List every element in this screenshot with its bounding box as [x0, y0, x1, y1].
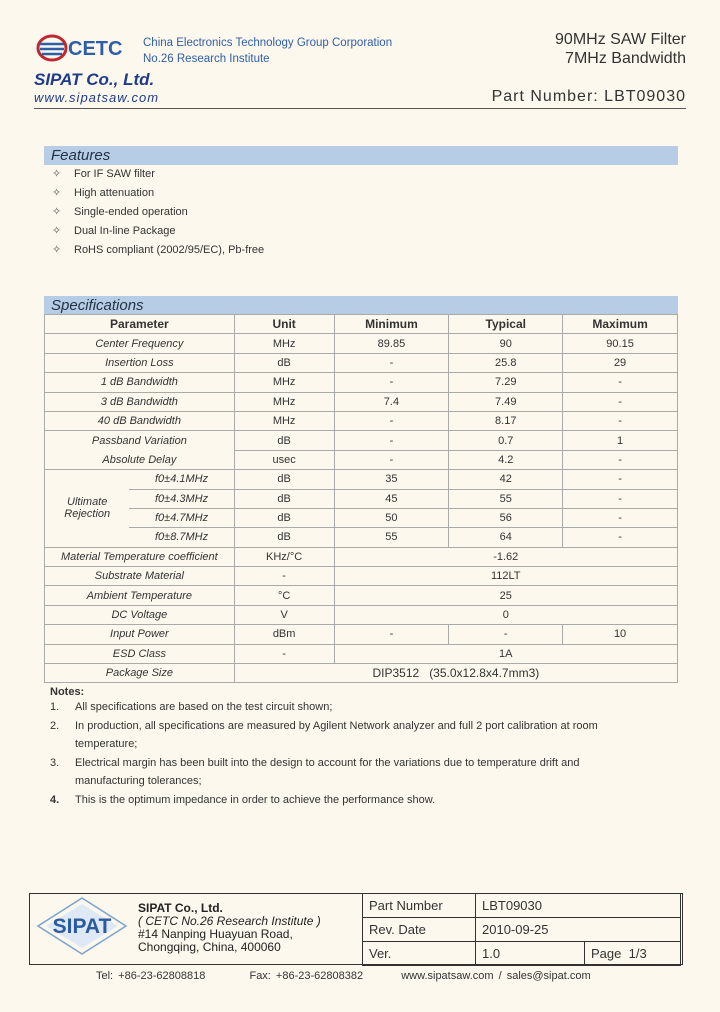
header-divider — [34, 108, 686, 109]
table-row — [45, 392, 678, 411]
page-cell — [585, 942, 681, 966]
param-name: 3 dB Bandwidth — [45, 392, 235, 411]
max-value: - — [563, 470, 678, 489]
table-row — [45, 373, 678, 392]
max-value: 10 — [563, 625, 678, 644]
unit: - — [234, 644, 334, 663]
param-name: 1 dB Bandwidth — [45, 373, 235, 392]
header-maximum: Maximum — [563, 315, 678, 334]
unit: MHz — [234, 373, 334, 392]
unit: MHz — [234, 411, 334, 430]
param-name: Material Temperature coefficient — [45, 547, 235, 566]
page-label: Page — [591, 946, 622, 961]
value: 112LT — [334, 567, 677, 586]
max-value: - — [563, 489, 678, 508]
min-value: - — [334, 625, 449, 644]
value: -1.62 — [334, 547, 677, 566]
value: 25 — [334, 586, 677, 605]
note-item — [50, 754, 650, 791]
package-dimensions: (35.0x12.8x4.7mm3) — [429, 666, 540, 681]
table-row — [45, 411, 678, 430]
unit: dB — [234, 353, 334, 372]
table-row — [45, 450, 678, 469]
typ-value: 42 — [449, 470, 563, 489]
note-item — [50, 791, 650, 810]
cetc-logo-text: CETC — [68, 38, 123, 60]
max-value: - — [563, 528, 678, 547]
table-row — [45, 431, 678, 450]
unit: MHz — [234, 392, 334, 411]
min-value: 7.4 — [334, 392, 449, 411]
typ-value: 7.29 — [449, 373, 563, 392]
feature-text: For IF SAW filter — [74, 168, 155, 180]
web-and-email[interactable]: www.sipatsaw.com / sales@sipat.com — [401, 970, 591, 982]
footer-company-info — [138, 902, 321, 954]
table-row — [45, 470, 678, 489]
unit: °C — [234, 586, 334, 605]
product-title — [555, 30, 686, 68]
param-name: Passband Variation — [45, 431, 235, 450]
note-item — [50, 717, 650, 754]
max-value: 90.15 — [563, 334, 678, 353]
telephone: Tel: +86-23-62808818 — [96, 970, 206, 982]
value: 1A — [334, 644, 677, 663]
table-row — [45, 625, 678, 644]
org-line-1: China Electronics Technology Group Corporation — [143, 37, 393, 49]
min-value: - — [334, 431, 449, 450]
note-text: In production, all specifications are measured by Agilent Network analyzer and full 2 port calibration at room temperature; — [75, 719, 598, 750]
min-value: - — [334, 411, 449, 430]
rejection-label: Ultimate Rejection — [45, 470, 130, 548]
footer-info-table — [362, 893, 681, 966]
notes-section — [50, 686, 650, 809]
note-number: 1. — [50, 701, 60, 713]
param-name: f0±8.7MHz — [129, 528, 234, 547]
table-header-row — [45, 315, 678, 334]
typ-value: - — [449, 625, 563, 644]
diamond-bullet-icon: ✧ — [52, 168, 62, 180]
typ-value: 55 — [449, 489, 563, 508]
feature-item — [52, 167, 155, 180]
param-name: 40 dB Bandwidth — [45, 411, 235, 430]
unit: dBm — [234, 625, 334, 644]
diamond-bullet-icon: ✧ — [52, 244, 62, 256]
feature-text: RoHS compliant (2002/95/EC), Pb-free — [74, 244, 265, 256]
unit: MHz — [234, 334, 334, 353]
organization-name — [143, 35, 392, 67]
typ-value: 8.17 — [449, 411, 563, 430]
table-row — [45, 605, 678, 624]
sipat-logo-text: SIPAT — [52, 915, 112, 938]
param-name: f0±4.7MHz — [129, 508, 234, 527]
specifications-table — [44, 314, 678, 683]
table-row — [45, 528, 678, 547]
footer-institute: ( CETC No.26 Research Institute ) — [138, 914, 321, 928]
min-value: - — [334, 450, 449, 469]
company-name: SIPAT Co., Ltd. — [34, 70, 155, 89]
min-value: 55 — [334, 528, 449, 547]
feature-item — [52, 205, 188, 218]
min-value: 89.85 — [334, 334, 449, 353]
param-name: Ambient Temperature — [45, 586, 235, 605]
contact-line — [96, 970, 591, 982]
max-value: - — [563, 392, 678, 411]
value: 0 — [334, 605, 677, 624]
part-number: Part Number: LBT09030 — [491, 88, 686, 105]
table-row — [45, 547, 678, 566]
min-value: - — [334, 373, 449, 392]
note-number: 2. — [50, 719, 60, 732]
website-link[interactable]: www.sipatsaw.com — [34, 90, 160, 105]
table-row — [363, 942, 681, 966]
diamond-bullet-icon: ✧ — [52, 225, 62, 237]
table-row — [363, 894, 681, 918]
table-row — [45, 644, 678, 663]
unit: - — [234, 567, 334, 586]
table-row — [45, 353, 678, 372]
param-name: Center Frequency — [45, 334, 235, 353]
note-number: 4. — [50, 793, 60, 806]
max-value: - — [563, 508, 678, 527]
typ-value: 0.7 — [449, 431, 563, 450]
unit: KHz/°C — [234, 547, 334, 566]
unit: dB — [234, 489, 334, 508]
table-row — [45, 664, 678, 683]
product-line-2: 7MHz Bandwidth — [565, 50, 686, 67]
typ-value: 64 — [449, 528, 563, 547]
max-value: 29 — [563, 353, 678, 372]
note-item — [50, 698, 650, 717]
header-unit: Unit — [234, 315, 334, 334]
note-text: All specifications are based on the test circuit shown; — [75, 701, 333, 713]
unit: dB — [234, 470, 334, 489]
min-value: - — [334, 353, 449, 372]
typ-value: 4.2 — [449, 450, 563, 469]
diamond-bullet-icon: ✧ — [52, 206, 62, 218]
table-row — [363, 918, 681, 942]
table-row — [45, 567, 678, 586]
org-line-2: No.26 Research Institute — [143, 53, 270, 65]
typ-value: 90 — [449, 334, 563, 353]
typ-value: 56 — [449, 508, 563, 527]
param-name: Substrate Material — [45, 567, 235, 586]
note-text: Electrical margin has been built into the design to account for the variations due to temperature drift and manufacturing tolerances; — [75, 756, 580, 787]
param-name: DC Voltage — [45, 605, 235, 624]
rev-date-value: 2010-09-25 — [476, 918, 681, 942]
typ-value: 7.49 — [449, 392, 563, 411]
min-value: 45 — [334, 489, 449, 508]
table-row — [45, 586, 678, 605]
unit: dB — [234, 431, 334, 450]
max-value: - — [563, 450, 678, 469]
param-name: f0±4.3MHz — [129, 489, 234, 508]
feature-text: Dual In-line Package — [74, 225, 176, 237]
rev-date-label: Rev. Date — [363, 918, 476, 942]
diamond-bullet-icon: ✧ — [52, 187, 62, 199]
unit: dB — [234, 508, 334, 527]
feature-text: Single-ended operation — [74, 206, 188, 218]
table-row — [45, 508, 678, 527]
part-label: Part Number — [363, 894, 476, 918]
param-name: Absolute Delay — [45, 450, 235, 469]
note-number: 3. — [50, 756, 60, 769]
header-minimum: Minimum — [334, 315, 449, 334]
table-row — [45, 489, 678, 508]
max-value: - — [563, 373, 678, 392]
version-label: Ver. — [363, 942, 476, 966]
page-value: 1/3 — [628, 946, 647, 961]
max-value: - — [563, 411, 678, 430]
feature-item — [52, 243, 264, 256]
param-name: Insertion Loss — [45, 353, 235, 372]
footer-address-2: Chongqing, China, 400060 — [138, 940, 281, 954]
package-type: DIP3512 — [372, 666, 420, 681]
feature-item — [52, 224, 176, 237]
product-line-1: 90MHz SAW Filter — [555, 31, 686, 48]
fax: Fax: +86-23-62808382 — [249, 970, 364, 982]
unit: dB — [234, 528, 334, 547]
table-row — [45, 334, 678, 353]
unit: V — [234, 605, 334, 624]
specifications-header: Specifications — [44, 296, 678, 315]
note-text: This is the optimum impedance in order to achieve the performance show. — [75, 793, 436, 806]
sipat-logo — [36, 896, 128, 956]
notes-title: Notes: — [50, 686, 85, 698]
min-value: 35 — [334, 470, 449, 489]
footer-address-1: #14 Nanping Huayuan Road, — [138, 927, 293, 941]
max-value: 1 — [563, 431, 678, 450]
package-value — [234, 664, 677, 683]
unit: usec — [234, 450, 334, 469]
min-value: 50 — [334, 508, 449, 527]
header-parameter: Parameter — [45, 315, 235, 334]
param-name: Input Power — [45, 625, 235, 644]
footer-company: SIPAT Co., Ltd. — [138, 901, 223, 915]
typ-value: 25.8 — [449, 353, 563, 372]
version-value: 1.0 — [476, 942, 585, 966]
features-header: Features — [44, 146, 678, 165]
param-name: f0±4.1MHz — [129, 470, 234, 489]
feature-item — [52, 186, 154, 199]
cetc-logo — [36, 30, 136, 64]
part-value: LBT09030 — [476, 894, 681, 918]
param-name: Package Size — [45, 664, 235, 683]
feature-text: High attenuation — [74, 187, 155, 199]
param-name: ESD Class — [45, 644, 235, 663]
header-typical: Typical — [449, 315, 563, 334]
